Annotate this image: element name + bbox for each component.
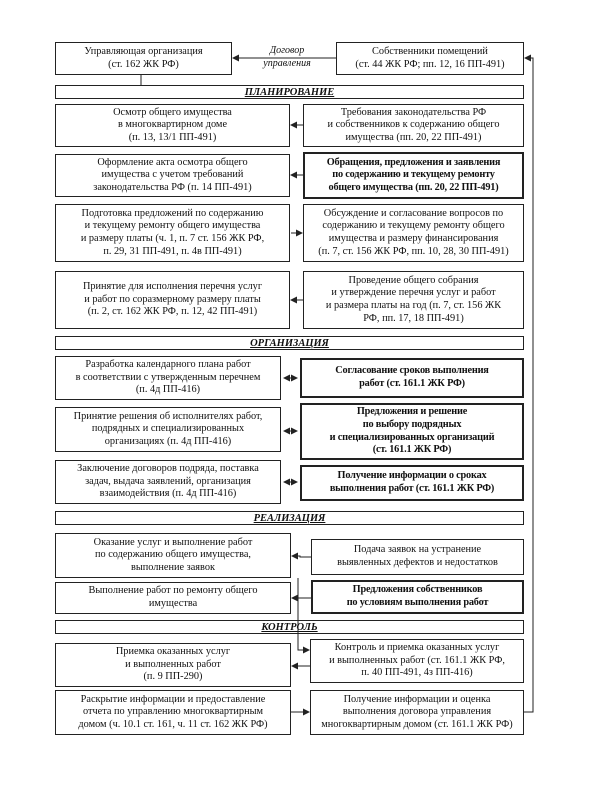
box-line: Получение информации о сроках	[337, 470, 487, 482]
realization-arrow-1	[292, 556, 311, 557]
box-line: домом (ч. 10.1 ст. 161, ч. 11 ст. 162 ЖК РФ)	[78, 718, 268, 730]
box-line: (п. 2, ст. 162 ЖК РФ, п. 12, 42 ПП-491)	[87, 306, 258, 318]
box-line: Оказание услуг и выполнение работ	[93, 536, 253, 548]
box-line: по содержанию и текущему ремонту	[332, 169, 495, 181]
box-line: выполнения договора управления	[342, 706, 492, 718]
box-line: (ст. 44 ЖК РФ; пп. 12, 16 ПП-491)	[355, 58, 505, 70]
box-line: имущества (пп. 20, 22 ПП-491)	[345, 131, 482, 143]
box-line: и утверждение перечня услуг и работ	[331, 287, 496, 299]
box-line: и размеру платы (ч. 1, п. 7 ст. 156 ЖК РФ,	[80, 233, 265, 244]
box-line: многоквартирным домом (ст. 161.1 ЖК РФ)	[321, 718, 513, 730]
box-line: Принятие решения об исполнителях работ,	[73, 410, 263, 422]
box-line: по выбору подрядных	[362, 418, 462, 430]
feedback-loop-line	[524, 58, 533, 712]
section-title: КОНТРОЛЬ	[261, 622, 318, 633]
box-line: (п. 7, ст. 156 ЖК РФ, пп. 10, 28, 30 ПП-491)	[318, 245, 509, 257]
box-line: Предложения и решение	[356, 406, 468, 418]
section-title: ОРГАНИЗАЦИЯ	[250, 338, 329, 349]
box-line: Приемка оказанных услуг	[115, 646, 231, 658]
box-line: имущества с учетом требований	[101, 169, 244, 181]
box-line: и размера платы на год (п. 7, ст. 156 ЖК	[325, 300, 502, 311]
box-line: п. 40 ПП-491, 4з ПП-416)	[361, 667, 473, 679]
box-line: по содержанию общего имущества,	[94, 549, 252, 561]
box-line: Обращения, предложения и заявления	[326, 156, 501, 168]
box-line: и текущему ремонту общего имущества	[84, 220, 261, 232]
box-line: имущества и размеру финансирования	[328, 233, 499, 244]
box-line: и выполненных работ	[125, 658, 221, 670]
box-line: Согласование сроков выполнения	[335, 365, 489, 377]
box-line: Обсуждение и согласование вопросов по	[323, 207, 504, 219]
box-line: организациях (п. 4д ПП-416)	[104, 435, 232, 447]
box-line: выполнение заявок	[130, 561, 215, 573]
box-line: и собственников к содержанию общего	[327, 119, 500, 131]
box-line: Собственники помещений	[372, 45, 488, 57]
box-line: работ (ст. 161.1 ЖК РФ)	[359, 378, 465, 389]
box-line: и выполненных работ (ст. 161.1 ЖК РФ,	[329, 654, 505, 666]
section-title: ПЛАНИРОВАНИЕ	[244, 87, 335, 98]
box-line: Требования законодательства РФ	[340, 106, 487, 118]
agreement-line: управления	[263, 57, 311, 69]
box-line: Выполнение работ по ремонту общего	[88, 585, 258, 597]
box-line: взаимодействия (п. 4д ПП-416)	[99, 488, 237, 500]
box-line: общего имущества (пп. 20, 22 ПП-491)	[328, 181, 499, 193]
box-line: Осмотр общего имущества	[113, 106, 232, 118]
box-line: Управляющая организация	[84, 45, 203, 57]
box-line: (п. 9 ПП-290)	[143, 671, 203, 683]
agreement-line: Договор	[269, 45, 305, 56]
box-line: задач, выдача заявлений, организация	[85, 475, 251, 487]
box-line: Получение информации и оценка	[343, 693, 491, 705]
box-line: Заключение договоров подряда, поставка	[77, 463, 259, 475]
box-line: Разработка календарного плана работ	[85, 359, 251, 371]
box-line: Подготовка предложений по содержанию	[81, 207, 264, 219]
box-line: выполнения работ (ст. 161.1 ЖК РФ)	[329, 483, 495, 494]
section-title: РЕАЛИЗАЦИЯ	[253, 513, 326, 524]
box-line: Оформление акта осмотра общего	[97, 156, 248, 168]
box-line: законодательства РФ (п. 14 ПП-491)	[93, 181, 252, 193]
box-line: РФ, пп. 17, 18 ПП-491)	[363, 312, 464, 324]
box-line: п. 29, 31 ПП-491, п. 4в ПП-491)	[103, 245, 242, 257]
box-line: Проведение общего собрания	[348, 274, 479, 286]
box-line: отчета по управлению многоквартирным	[82, 706, 264, 718]
box-line: и специализированных организаций	[329, 431, 495, 443]
box-line: (ст. 161.1 ЖК РФ)	[372, 444, 452, 456]
box-line: и работ по соразмерному размеру платы	[84, 293, 261, 305]
box-line: выявленных дефектов и недостатков	[337, 557, 498, 568]
box-line: Подача заявок на устранение	[353, 544, 482, 556]
box-line: (п. 4д ПП-416)	[135, 384, 201, 396]
box-line: (п. 13, 13/1 ПП-491)	[128, 131, 217, 143]
box-line: имущества	[148, 598, 198, 609]
box-line: Предложения собственников	[352, 584, 483, 596]
box-line: содержанию и текущему ремонту общего	[322, 220, 505, 232]
box-line: (ст. 162 ЖК РФ)	[108, 58, 179, 70]
box-line: в соответствии с утвержденным перечнем	[75, 371, 261, 383]
box-line: Раскрытие информации и предоставление	[80, 693, 266, 705]
box-line: Контроль и приемка оказанных услуг	[334, 642, 500, 654]
box-line: по условиям выполнения работ	[346, 597, 489, 608]
box-line: Принятие для исполнения перечня услуг	[82, 281, 263, 293]
box-line: в многоквартирном доме	[117, 119, 228, 131]
control-link-line	[298, 578, 309, 650]
box-line: подрядных и специализированных	[91, 423, 245, 435]
